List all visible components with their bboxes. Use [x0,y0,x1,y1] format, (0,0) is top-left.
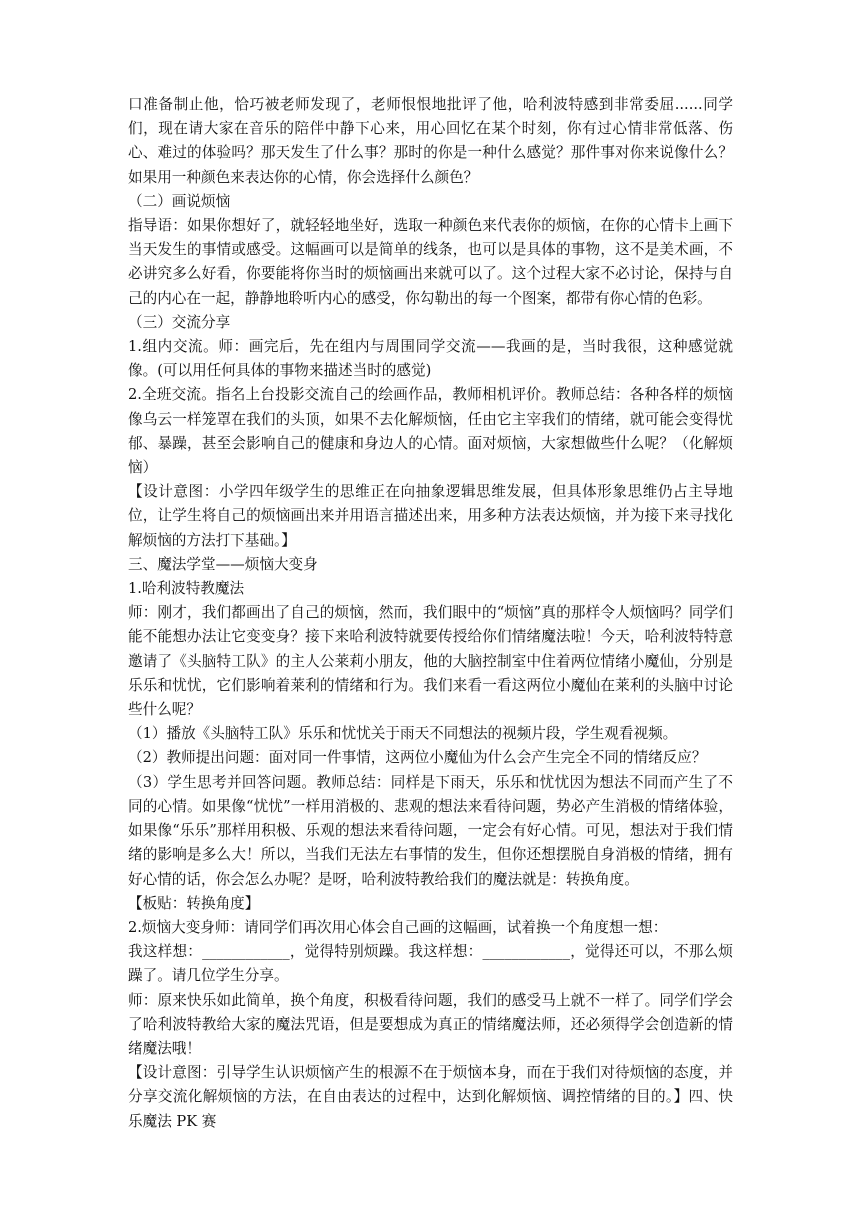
design-intent-2: 【设计意图：引导学生认识烦恼产生的根源不在于烦恼本身，而在于我们对待烦恼的态度，并分享交流化解烦恼的方法，在自由表达的过程中，达到化解烦恼、调控情绪的目的。】四、快乐魔法 PK 赛 [128,1064,733,1130]
step-3: （3）学生思考并回答问题。教师总结：同样是下雨天，乐乐和忧忧因为想法不同而产生了不同的心情。如果像“忧忧”一样用消极的、悲观的想法来看待问题，势必产生消极的情绪体验，如果像“乐乐”那样用积极、乐观的想法来看待问题，一定会有好心情。可见，想法对于我们情绪的影响是多么大！所以，当我们无法左右事情的发生，但你还想摆脱自身消极的情绪，拥有好心情的话，你会怎么办呢？是呀，哈利波特教给我们的魔法就是：转换角度。 [128,773,733,888]
paragraph-class-exchange: 2.全班交流。指名上台投影交流自己的绘画作品，教师相机评价。教师总结：各种各样的烦恼像乌云一样笼罩在我们的头顶，如果不去化解烦恼，任由它主宰我们的情绪，就可能会变得忧郁、暴躁，甚至会影响自己的健康和身边人的心情。面对烦恼，大家想做些什么呢？（化解烦恼） [128,386,733,477]
step-1: （1）播放《头脑特工队》乐乐和忧忧关于雨天不同想法的视频片段，学生观看视频。 [128,725,678,743]
paragraph-fill-in: 我这样想：____________，觉得特别烦躁。我这样想：____________，觉得还可以，不那么烦躁了。请几位学生分享。 [128,943,733,985]
document-page [128,93,733,1134]
step-2: （2）教师提出问题：面对同一件事情，这两位小魔仙为什么会产生完全不同的情绪反应？ [128,749,707,767]
paragraph-teacher-intro: 师：刚才，我们都画出了自己的烦恼，然而，我们眼中的“烦恼”真的那样令人烦恼吗？同学们能不能想办法让它变变身？接下来哈利波特就要传授给你们情绪魔法啦！今天，哈利波特特意邀请了《头脑特工队》的主人公莱莉小朋友，他的大脑控制室中住着两位情绪小魔仙，分别是乐乐和忧忧，它们影响着莱利的情绪和行为。我们来看一看这两位小魔仙在莱利的头脑中讨论些什么呢？ [128,604,733,719]
paragraph-story-recall: 口准备制止他，恰巧被老师发现了，老师恨恨地批评了他，哈利波特感到非常委屈......同学们，现在请大家在音乐的陪伴中静下心来，用心回忆在某个时刻，你有过心情非常低落、伤心、难过的体验吗？那天发生了什么事？那时的你是一种什么感觉？那件事对你来说像什么？如果用一种颜色来表达你的心情，你会选择什么颜色？ [128,96,733,186]
design-intent-1: 【设计意图：小学四年级学生的思维正在向抽象逻辑思维发展，但具体形象思维仍占主导地位，让学生将自己的烦恼画出来并用语言描述出来，用多种方法表达烦恼，并为接下来寻找化解烦恼的方法打下基础。】 [128,483,733,549]
paragraph-guidance: 指导语：如果你想好了，就轻轻地坐好，选取一种颜色来代表你的烦恼，在你的心情卡上画下当天发生的事情或感受。这幅画可以是简单的线条，也可以是具体的事物，这不是美术画，不必讲究多么好看，你要能将你当时的烦恼画出来就可以了。这个过程大家不必讨论，保持与自己的内心在一起，静静地聆听内心的感受，你勾勒出的每一个图案，都带有你心情的色彩。 [128,217,733,307]
heading-harry-potter-magic: 1.哈利波特教魔法 [128,580,245,598]
paragraph-group-exchange: 1.组内交流。师：画完后，先在组内与周围同学交流——我画的是，当时我很，这种感觉就像。(可以用任何具体的事物来描述当时的感觉) [128,338,733,380]
heading-draw-worries: （二）画说烦恼 [128,192,231,210]
heading-magic-school: 三、魔法学堂——烦恼大变身 [128,555,318,573]
paragraph-worry-transform: 2.烦恼大变身师：请同学们再次用心体会自己画的这幅画，试着换一个角度想一想： [128,918,668,936]
paragraph-teacher-summary: 师：原来快乐如此简单，换个角度，积极看待问题，我们的感受马上就不一样了。同学们学会了哈利波特教给大家的魔法咒语，但是要想成为真正的情绪魔法师，还必须得学会创造新的情绪魔法哦！ [128,991,733,1057]
heading-share: （三）交流分享 [128,313,231,331]
board-note: 【板贴：转换角度】 [128,894,260,912]
